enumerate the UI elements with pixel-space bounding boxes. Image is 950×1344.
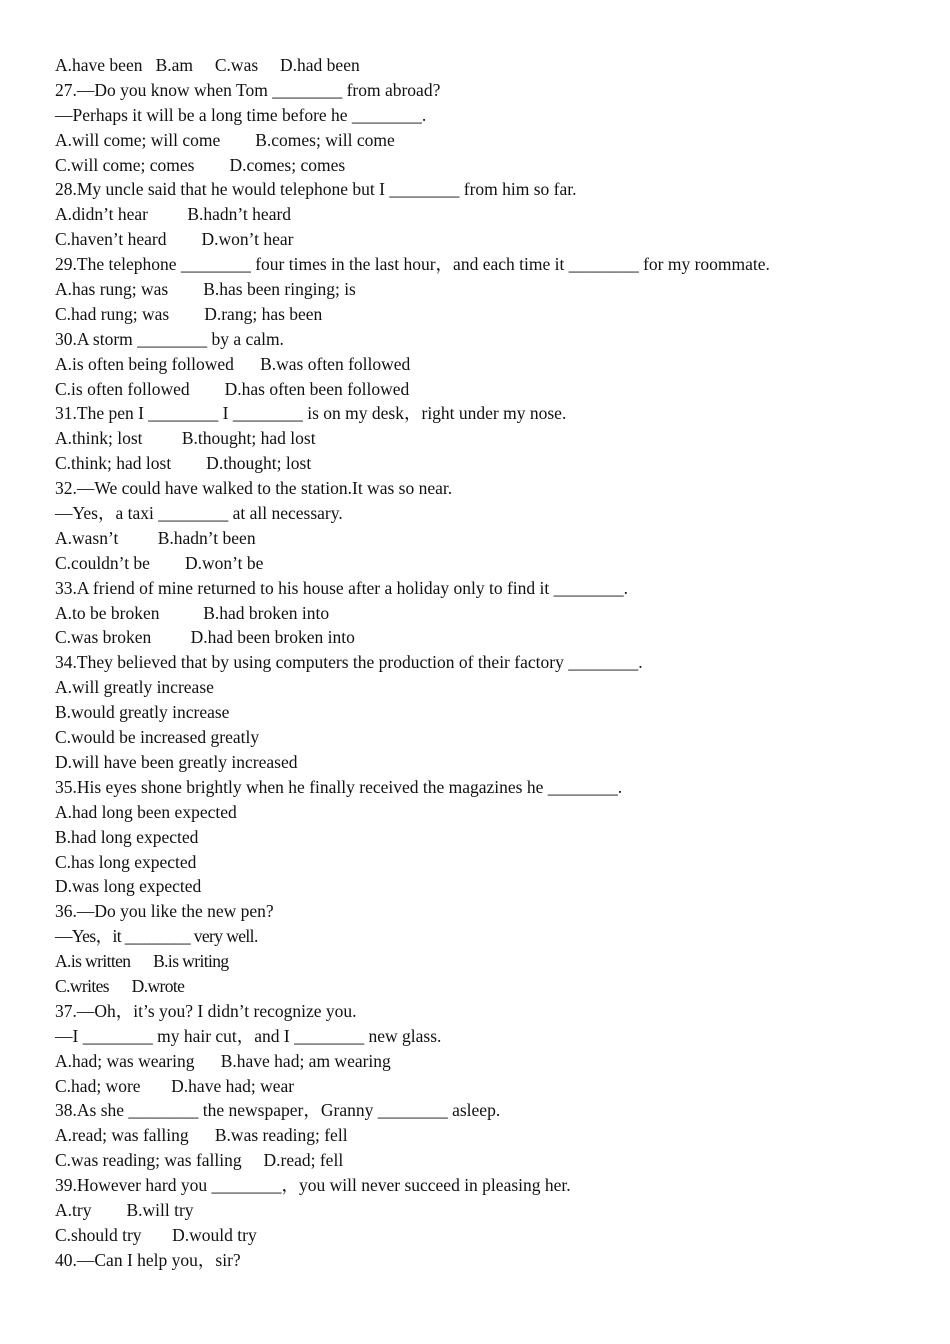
question-28-stem: 28.My uncle said that he would telephone but I ________ from him so far. <box>55 179 577 200</box>
question-39-stem: 39.However hard you ________，you will never succeed in pleasing her. <box>55 1175 571 1196</box>
question-31-stem: 31.The pen I ________ I ________ is on my desk，right under my nose. <box>55 403 567 424</box>
question-35-option-d: D.was long expected <box>55 876 202 897</box>
question-38-options-ab: A.read; was falling B.was reading; fell <box>55 1125 348 1146</box>
question-27-stem: 27.—Do you know when Tom ________ from abroad? <box>55 79 441 100</box>
question-27-response: —Perhaps it will be a long time before he ________. <box>55 104 427 125</box>
question-34-stem: 34.They believed that by using computers the production of their factory ________. <box>55 652 643 673</box>
question-35-option-b: B.had long expected <box>55 826 199 847</box>
question-32-options-ab: A.wasn’t B.hadn’t been <box>55 527 256 548</box>
question-30-options-cd: C.is often followed D.has often been followed <box>55 378 410 399</box>
question-32-options-cd: C.couldn’t be D.won’t be <box>55 552 264 573</box>
question-34-option-d: D.will have been greatly increased <box>55 751 298 772</box>
question-30-options-ab: A.is often being followed B.was often followed <box>55 353 411 374</box>
question-37-response: —I ________ my hair cut，and I ________ new glass. <box>55 1025 442 1046</box>
question-29-options-ab: A.has rung; was B.has been ringing; is <box>55 279 356 300</box>
question-39-options-ab: A.try B.will try <box>55 1199 194 1220</box>
question-35-option-c: C.has long expected <box>55 851 197 872</box>
question-36-stem: 36.—Do you like the new pen? <box>55 901 274 922</box>
question-27-options-ab: A.will come; will come B.comes; will come <box>55 129 395 150</box>
question-33-stem: 33.A friend of mine returned to his house after a holiday only to find it ________. <box>55 577 629 598</box>
document-page <box>55 53 915 1273</box>
question-33-options-ab: A.to be broken B.had broken into <box>55 602 330 623</box>
question-36-options-ab: A.is written B.is writing <box>55 951 229 972</box>
question-27-options-cd: C.will come; comes D.comes; comes <box>55 154 346 175</box>
question-31-options-ab: A.think; lost B.thought; had lost <box>55 428 316 449</box>
question-30-stem: 30.A storm ________ by a calm. <box>55 328 284 349</box>
question-28-options-ab: A.didn’t hear B.hadn’t heard <box>55 204 292 225</box>
question-36-options-cd: C.writes D.wrote <box>55 975 185 996</box>
question-34-option-b: B.would greatly increase <box>55 702 230 723</box>
question-31-options-cd: C.think; had lost D.thought; lost <box>55 453 312 474</box>
question-29-stem: 29.The telephone ________ four times in the last hour，and each time it ________ for my roommate. <box>55 254 770 275</box>
question-40-stem: 40.—Can I help you，sir? <box>55 1249 241 1270</box>
question-33-options-cd: C.was broken D.had been broken into <box>55 627 355 648</box>
question-37-options-ab: A.had; was wearing B.have had; am wearing <box>55 1050 391 1071</box>
question-34-option-c: C.would be increased greatly <box>55 727 260 748</box>
question-34-option-a: A.will greatly increase <box>55 677 214 698</box>
question-32-stem: 32.—We could have walked to the station.It was so near. <box>55 478 453 499</box>
question-39-options-cd: C.should try D.would try <box>55 1224 257 1245</box>
question-29-options-cd: C.had rung; was D.rang; has been <box>55 303 323 324</box>
text-line: A.have been B.am C.was D.had been <box>55 55 360 75</box>
question-36-response: —Yes，it ________ very well. <box>55 926 258 947</box>
question-37-stem: 37.—Oh，it’s you? I didn’t recognize you. <box>55 1000 357 1021</box>
question-35-stem: 35.His eyes shone brightly when he finally received the magazines he ________. <box>55 776 623 797</box>
question-32-response: —Yes，a taxi ________ at all necessary. <box>55 503 343 524</box>
question-38-options-cd: C.was reading; was falling D.read; fell <box>55 1150 344 1171</box>
question-37-options-cd: C.had; wore D.have had; wear <box>55 1075 295 1096</box>
question-38-stem: 38.As she ________ the newspaper，Granny ________ asleep. <box>55 1100 501 1121</box>
question-35-option-a: A.had long been expected <box>55 801 237 822</box>
question-28-options-cd: C.haven’t heard D.won’t hear <box>55 229 294 250</box>
